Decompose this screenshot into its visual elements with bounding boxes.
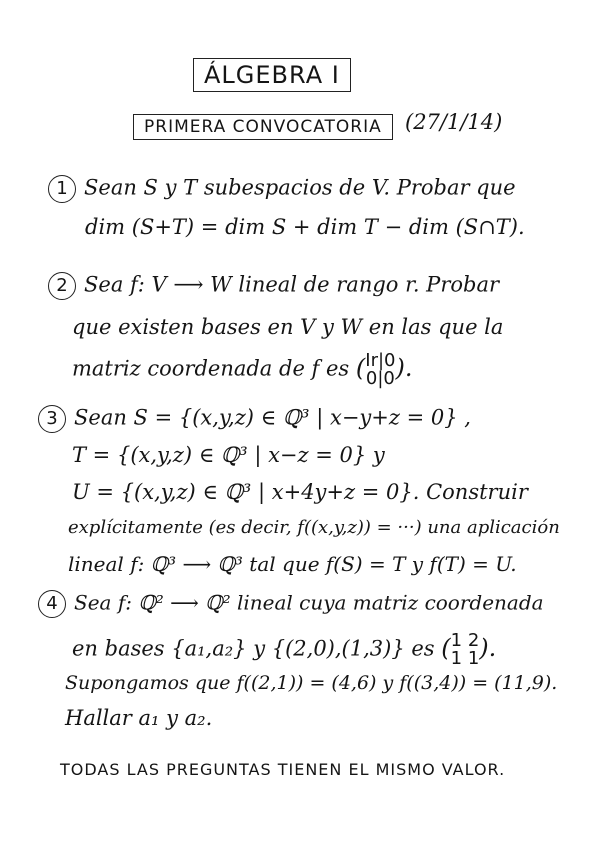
problem-text: en bases {a₁,a₂} y {(2,0),(1,3)} es [72,636,435,661]
matrix-row: 1 2 [450,630,480,651]
problem-text: matriz coordenada de f es [72,356,350,381]
exam-title: PRIMERA CONVOCATORIA [133,114,393,140]
problem-1-line-2: dim (S+T) = dim S + dim T − dim (S∩T). [85,215,525,239]
problem-text: Sean S = {(x,y,z) ∈ ℚ³ | x−y+z = 0} , [74,405,471,430]
problem-3-line-1 [38,405,471,433]
block-matrix [365,352,395,388]
problem-number: 4 [38,590,66,618]
course-title: ÁLGEBRA I [193,58,351,92]
problem-text: Sea f: ℚ² ⟶ ℚ² lineal cuya matriz coordenada [74,590,544,615]
problem-number: 2 [48,272,76,300]
problem-number: 1 [48,175,76,203]
matrix-row: 0|0 [365,368,395,389]
matrix-row: Ir|0 [365,350,396,371]
problem-text: Sean S y T subespacios de V. Probar que [84,175,516,200]
problem-3-line-4: explícitamente (es decir, f((x,y,z)) = ···) una aplicación [68,517,560,538]
problem-2-line-3 [72,352,413,388]
problem-3-line-5: lineal f: ℚ³ ⟶ ℚ³ tal que f(S) = T y f(T) = U. [68,552,517,576]
problem-1-line-1 [48,175,516,203]
problem-2-line-1 [48,272,499,300]
matrix-bracket: ). [395,353,413,382]
coordinate-matrix [451,632,480,668]
problem-3-line-3: U = {(x,y,z) ∈ ℚ³ | x+4y+z = 0}. Construir [72,480,528,504]
problem-text: Sea f: V ⟶ W lineal de rango r. Probar [84,272,499,297]
problem-4-line-2 [72,632,496,668]
footer-note: TODAS LAS PREGUNTAS TIENEN EL MISMO VALOR. [60,760,506,779]
problem-3-line-2: T = {(x,y,z) ∈ ℚ³ | x−z = 0} y [72,443,385,467]
exam-date: (27/1/14) [405,110,503,134]
problem-4-line-4: Hallar a₁ y a₂. [65,706,213,730]
problem-4-line-3: Supongamos que f((2,1)) = (4,6) y f((3,4)) = (11,9). [65,672,558,694]
problem-number: 3 [38,405,66,433]
matrix-bracket: ( [441,633,451,662]
matrix-bracket: ). [479,633,497,662]
matrix-row: 1 1 [450,648,480,669]
matrix-bracket: ( [355,353,366,382]
problem-2-line-2: que existen bases en V y W en las que la [72,315,504,339]
problem-4-line-1 [38,590,544,618]
